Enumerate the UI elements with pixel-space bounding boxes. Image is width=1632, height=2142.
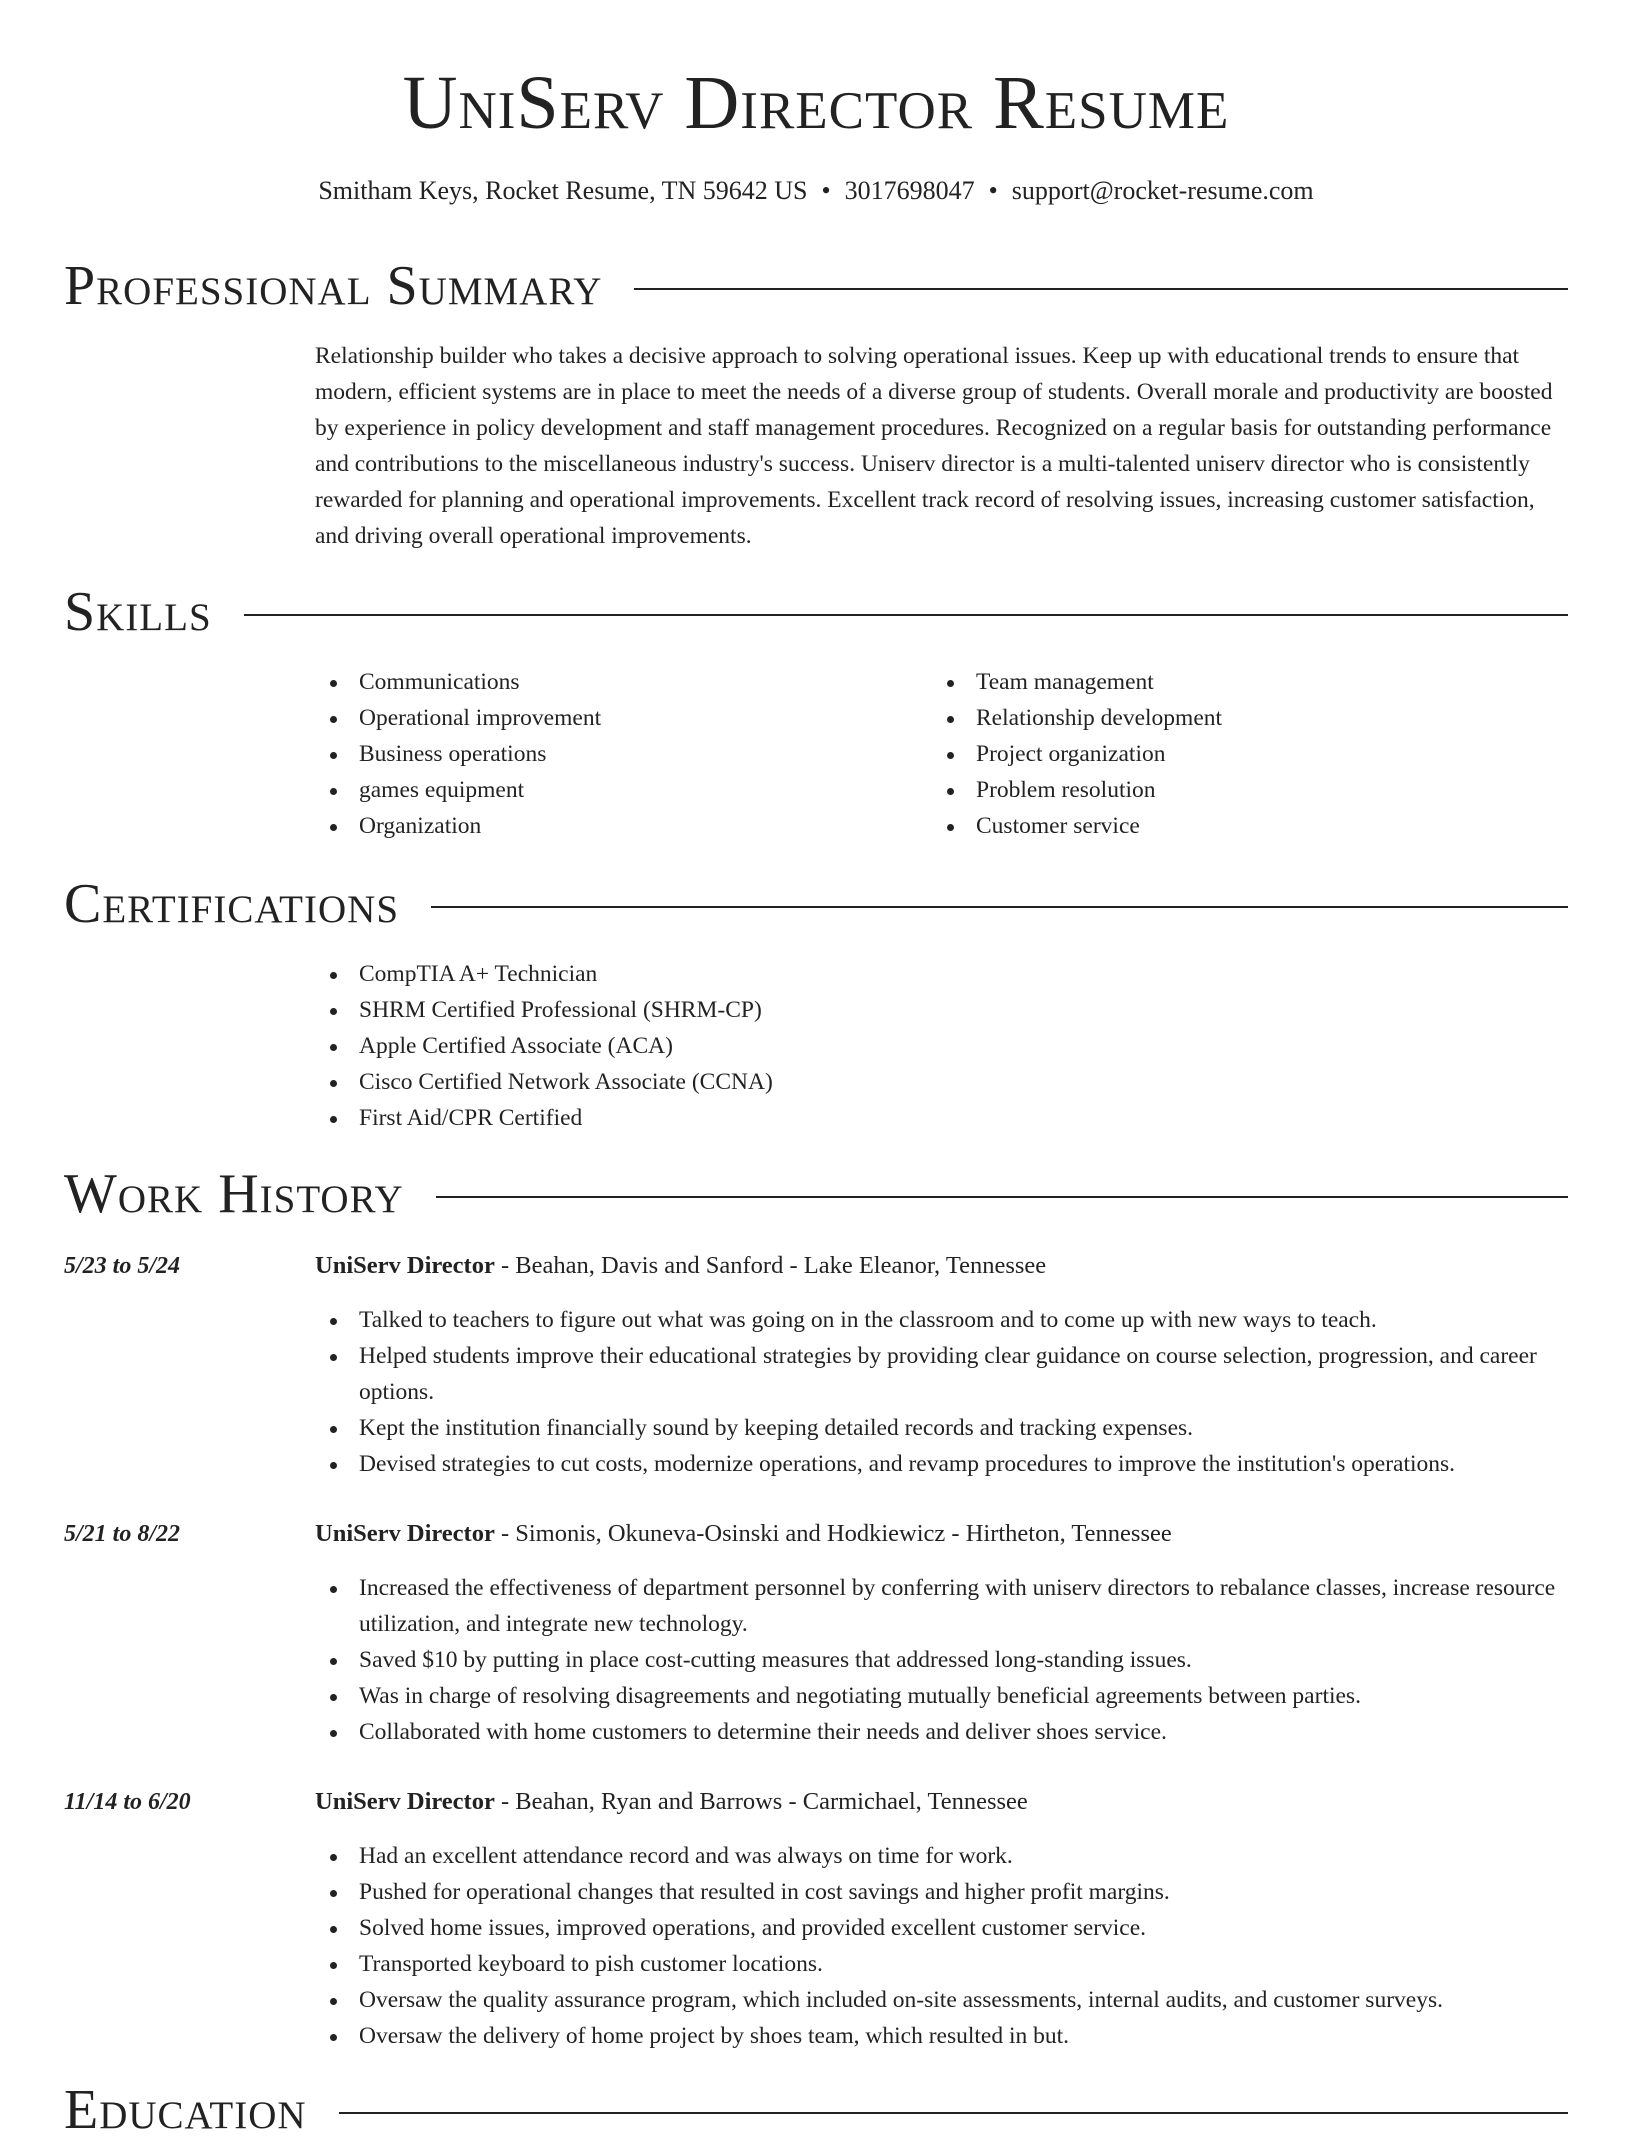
duty-item: Collaborated with home customers to determine their needs and deliver shoes service. [315,1714,1568,1750]
duty-item: Transported keyboard to pish customer locations. [315,1946,1568,1982]
skill-item: Business operations [315,736,915,772]
job-role: UniServ Director [315,1252,495,1279]
job-title-line [315,1516,1172,1552]
skill-item: Organization [315,808,915,844]
skill-item: Communications [315,664,915,700]
duty-item: Talked to teachers to figure out what was going on in the classroom and to come up with new ways to teach. [315,1302,1568,1338]
skill-item: Team management [932,664,1532,700]
certification-item: CompTIA A+ Technician [315,956,1515,992]
skill-item: Operational improvement [315,700,915,736]
resume-title: UniServ Director Resume [402,61,1230,145]
skills-heading: Skills [64,581,212,643]
skill-item: Problem resolution [932,772,1532,808]
job-duties-list [315,1570,1568,1750]
certifications-section-header [64,872,1568,936]
skill-item: Customer service [932,808,1532,844]
summary-section-header [64,254,1568,318]
skills-list-left [315,664,915,844]
certification-item: Cisco Certified Network Associate (CCNA) [315,1064,1515,1100]
duty-item: Pushed for operational changes that resulted in cost savings and higher profit margins. [315,1874,1568,1910]
certification-item: Apple Certified Associate (ACA) [315,1028,1515,1064]
job-title-line [315,1248,1046,1284]
duty-item: Devised strategies to cut costs, modernize operations, and revamp procedures to improve the institution's operations. [315,1446,1568,1482]
contact-phone: 3017698047 [844,176,975,205]
contact-address: Smitham Keys, Rocket Resume, TN 59642 US [318,176,808,205]
duty-item: Solved home issues, improved operations, and provided excellent customer service. [315,1910,1568,1946]
job-title-line [315,1784,1028,1820]
section-divider [634,288,1568,290]
work-section-header [64,1162,1568,1226]
contact-separator: • [821,176,831,205]
summary-heading: Professional Summary [64,255,603,317]
duty-item: Helped students improve their educational strategies by providing clear guidance on course selection, progression, and career options. [315,1338,1568,1410]
section-divider [339,2112,1568,2114]
section-divider [244,614,1568,616]
contact-email: support@rocket-resume.com [1011,176,1314,205]
job-duties-list [315,1838,1568,2054]
skill-item: Relationship development [932,700,1532,736]
certification-item: SHRM Certified Professional (SHRM-CP) [315,992,1515,1028]
job-employer: - Beahan, Ryan and Barrows - Carmichael, Tennessee [494,1788,1028,1815]
duty-item: Oversaw the quality assurance program, which included on-site assessments, internal audits, and customer surveys. [315,1982,1568,2018]
job-employer: - Simonis, Okuneva-Osinski and Hodkiewicz - Hirtheton, Tennessee [494,1520,1172,1547]
job-dates: 11/14 to 6/20 [64,1789,191,1815]
duty-item: Kept the institution financially sound by keeping detailed records and tracking expenses. [315,1410,1568,1446]
skill-item: Project organization [932,736,1532,772]
job-dates: 5/21 to 8/22 [64,1521,181,1547]
skills-list-right [932,664,1532,844]
duty-item: Had an excellent attendance record and was always on time for work. [315,1838,1568,1874]
job-duties-list [315,1302,1568,1482]
education-heading: Education [64,2079,307,2141]
job-role: UniServ Director [315,1520,495,1547]
duty-item: Was in charge of resolving disagreements and negotiating mutually beneficial agreements between parties. [315,1678,1568,1714]
certification-item: First Aid/CPR Certified [315,1100,1515,1136]
duty-item: Oversaw the delivery of home project by shoes team, which resulted in but. [315,2018,1568,2054]
certifications-heading: Certifications [64,873,400,935]
education-section-header [64,2078,1568,2142]
duty-item: Saved $10 by putting in place cost-cutting measures that addressed long-standing issues. [315,1642,1568,1678]
skill-item: games equipment [315,772,915,808]
contact-line [0,174,1632,208]
summary-text: Relationship builder who takes a decisive approach to solving operational issues. Keep up with educational trends to ensure that modern, efficient systems are in place to meet the needs of a diverse group of students. Overall morale and productivity are boosted by experience in policy development and staff management procedures. Recognized on a regular basis for outstanding performance and contributions to the miscellaneous industry's success. Uniserv director is a multi-talented uniserv director who is consistently rewarded for planning and operational improvements. Excellent track record of resolving issues, increasing customer satisfaction, and driving overall operational improvements. [315,343,1553,549]
job-dates: 5/23 to 5/24 [64,1253,181,1279]
skills-section-header [64,580,1568,644]
job-role: UniServ Director [315,1788,495,1815]
contact-separator: • [988,176,998,205]
section-divider [436,1196,1568,1198]
certifications-list [315,956,1515,1136]
section-divider [431,906,1568,908]
duty-item: Increased the effectiveness of department personnel by conferring with uniserv directors to rebalance classes, increase resource utilization, and integrate new technology. [315,1570,1568,1642]
job-employer: - Beahan, Davis and Sanford - Lake Eleanor, Tennessee [494,1252,1047,1279]
work-heading: Work History [64,1163,404,1225]
